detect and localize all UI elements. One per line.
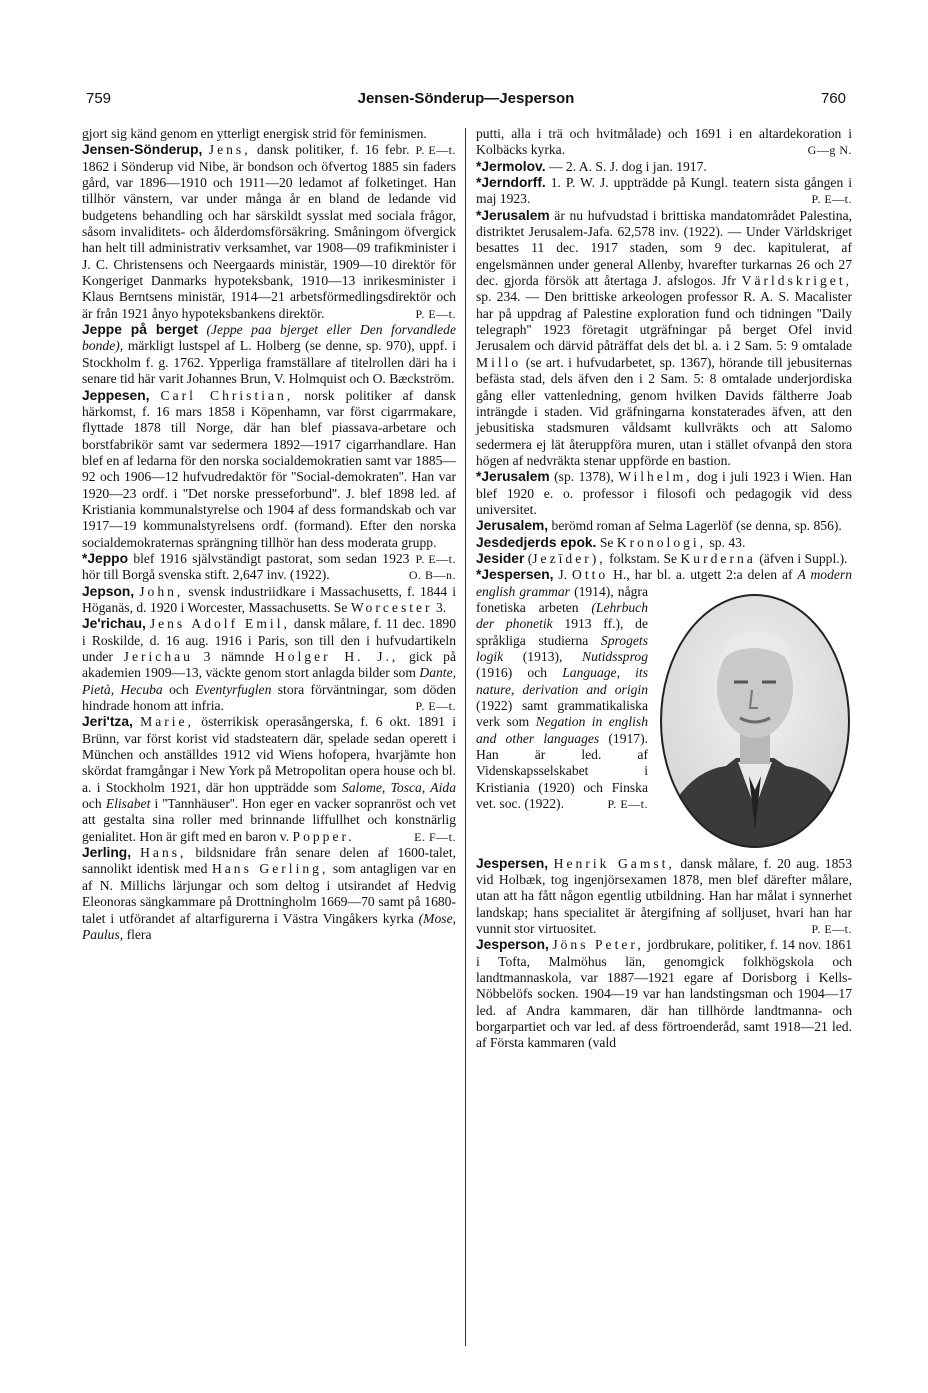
signature: P. E—t. xyxy=(415,306,456,321)
entry-jerusalem-wilhelm: *Jerusalem (sp. 1378), Wilhelm, dog i juli 1923 i Wien. Han blef 1920 e. o. professor i filosofi och pedagogik vid dess universitet. xyxy=(476,469,852,517)
entry-jensen-sonderup: Jensen-Sönderup, Jens, dansk politiker, f. 16 febr. 1862 i Sönderup vid Nibe, är bondson och öfvertog 1885 sin faders gård, var 1896—1910 och 1911—20 ledamot af folketinget. Han tillhör vänstern, var under många år en bland de ledande vid budgetens behandling och har särskildt sysslat med sociala frågor, såsom invaliditets- och ålderdomsförsäkring. Småningom öfvergick han helt till administrativ verksamhet, var 1908—09 trafikminister i J. C. Christensens och Neergaards ministär, 1909—10 direktör för Kongeriget Danmarks hypoteksbank, 1910—13 inrikesminister i Klaus Berntsens ministär, 1914—21 arbetsförmedlingsdirektör och är från 1921 ånyo hypoteksbankens direktör. P. E—t. xyxy=(82,142,456,321)
headword: Jerusalem, xyxy=(476,518,549,534)
cross-reference: Holger H. J., xyxy=(274,649,399,664)
cross-reference: Kurderna xyxy=(680,550,756,566)
portrait-photo xyxy=(656,590,854,852)
signature: P. E—t. xyxy=(415,143,456,158)
signature: P. E—t. xyxy=(811,922,852,936)
headword: Jesider xyxy=(476,550,525,566)
headword: *Jermolov. xyxy=(476,158,546,174)
entry-jerusalem-city: *Jerusalem är nu hufvudstad i brittiska mandatområdet Palestina, distriktet Jerusalem-Jafa. 62,578 inv. (1922). — Under Världskriget besattes 11 dec. 1917 staden, som 9 dec. kapitulerat, af engelsmännen under general Allenby, hvarefter turkarnas 26 och 27 dec. gjorda försök att återtaga J. afslogos. Jfr Världskriget, sp. 234. — Den brittiske arkeologen professor R. A. S. Macalister har på uppdrag af Palestine exploration fund och tidningen ''Daily telegraph'' 1923 företagit utgräfningar på berget Ofel invid Jerusalem och därvid påträffat dels det bl. a. i 2 Sam. 5: 9 omtalade Millo (se art. i hufvudarbetet, sp. 1367), hörande till jebusiternas befästa stad, dels äfven den i 2 Sam. 5: 8 omtalade underjordiska gång eller vattenledning, genom hvilken Davids fältherre Joab inträngde i staden. Vid gräfningarna konstaterades äfven, att den jebusitiska stadsmuren våldsamt kullvräkts och att Salomo sedermera ej lät återuppföra muren, utan i stället ofvanpå den stora högen af nedvräkta stenar uppförde en bastion. xyxy=(476,207,852,468)
headword: Jepson, xyxy=(82,583,135,599)
headword: Jesdedjerds epok. xyxy=(476,534,597,550)
headword: *Jerusalem xyxy=(476,207,550,223)
running-title: Jensen-Sönderup—Jesperson xyxy=(357,90,575,107)
entry-continuation: gjort sig känd genom en ytterligt energisk strid för feminismen. P. E—t. xyxy=(82,126,456,158)
headword: Jespersen, xyxy=(476,855,549,871)
portrait-photo-icon xyxy=(656,590,854,852)
right-column xyxy=(476,126,852,1052)
signature: P. E—t. xyxy=(415,551,456,566)
cross-reference: Världskriget, xyxy=(741,273,852,289)
headword: Jensen-Sönderup, xyxy=(82,142,203,158)
headword: *Jerndorff. xyxy=(476,175,546,191)
page-number-right: 760 xyxy=(820,90,846,107)
headword: Jeppesen, xyxy=(82,387,150,403)
page-number-left: 759 xyxy=(86,90,112,107)
signature: P. E—t. xyxy=(811,192,852,207)
page-header xyxy=(86,86,846,110)
headword: Je'richau, xyxy=(82,616,146,632)
entry-jermolov: *Jermolov. — 2. A. S. J. dog i jan. 1917. xyxy=(476,158,707,174)
headword: Jerling, xyxy=(82,845,132,861)
column-divider xyxy=(465,128,466,1346)
entry-jesdedjerds-epok: Jesdedjerds epok. Se Kronologi, sp. 43. xyxy=(476,534,746,550)
entry-jespersen-henrik: Jespersen, Henrik Gamst, dansk målare, f. 20 aug. 1853 vid Holbæk, tog ingenjörsexamen 1878, men blef därefter målare, utan att ha fått någon egentlig utbildning. Han har målat i synnerhet landskap; hans specialitet är återgifning af solljuset, hvari han har vunnit stor virtuositet. P. E—t. xyxy=(476,855,852,936)
entry-jeppesen: Jeppesen, Carl Christian, norsk politiker af dansk härkomst, f. 16 mars 1858 i Köpenhamn, var först cigarrmakare, flyttade 1878 till Norge, där han blef piassava-arbetare och borstfabrikör samt var sedermera 1892—1917 cigarrhandlare. Han blef en af ledarna för den norska socialdemokratien samt var 1885—92 och 1906—12 hufvudredaktör för ''Social-demokraten''. Han var 1920—23 ordf. i ''Det norske presseforbund''. J. blef 1898 led. af Kristiania kommunalstyrelse och 1904 af dess formandskab och var 1917—19 kommunalstyrelsens ordf. (formand). Efter den norska socialdemokraternas sprängning tillhör han dess moderata grupp. P. E—t. xyxy=(82,387,457,566)
headword: Jeppe på berget xyxy=(82,322,198,338)
headword: Jeri'tza, xyxy=(82,714,133,730)
cross-reference: Kronologi, xyxy=(616,534,707,550)
entry-continuation: putti, alla i trä och hvitmålade) och 1691 i en altardekoration i Kolbäcks kyrka. G—g N. xyxy=(476,126,852,158)
entry-jeritza: Jeri'tza, Marie, österrikisk operasångerska, f. 6 okt. 1891 i Brünn, var först korist vid stadsteatern där, spelade sedan operett i München och anställdes 1912 vid Wiens hofopera, hvarjämte hon skördat framgångar i New York på Metropolitan opera house och bl. a. i Stockholm 1921, där hon uppträdde som Salome, Tosca, Aida och Elisabet i ''Tannhäuser''. Hon eger en vacker sopranröst och vet att gestalta sina roller med brinnande liffullhet och konstnärlig genialitet. Hon är gift med en baron v. Popper. E. F—t. xyxy=(82,714,456,844)
entry-jesider: Jesider (Jezīder), folkstam. Se Kurderna (äfven i Suppl.). xyxy=(476,550,848,566)
entry-jerling: Jerling, Hans, bildsnidare från senare delen af 1600-talet, sannolikt identisk med Hans Gerling, som antagligen var en af N. Millichs lärjungar och som deltog i utsirandet af Hedvig Eleonoras sängkammare på Drottningholm 1669—70 samt på 1680-talet i utförandet af altarfigurerna i Västra Vingåkers kyrka (Mose, Paulus, flera xyxy=(82,845,456,942)
cross-reference: Jerichau xyxy=(123,649,193,664)
signature: G—g N. xyxy=(807,143,852,158)
left-column xyxy=(82,126,456,943)
headword: *Jerusalem xyxy=(476,469,550,485)
headword: Jesperson, xyxy=(476,937,549,953)
entry-jerichau: Je'richau, Jens Adolf Emil, dansk målare, f. 11 dec. 1890 i Roskilde, d. 16 aug. 1916 i Paris, son till den i hufvudartikeln under Jerichau 3 nämnde Holger H. J., gick på akademien 1909—13, väckte genom stort anlagda bilder som Dante, Pietà, Hecuba och Eventyrfuglen stora förväntningar, som döden hindrade honom att infria. P. E—t. xyxy=(82,616,456,714)
cross-reference: Millo xyxy=(476,354,522,370)
cross-reference: Hans Gerling, xyxy=(211,861,329,877)
entry-jespersen-otto: *Jespersen, J. Otto H., har bl. a. utgett 2:a delen af A modern english grammar (1914), några fonetiska arbeten (Lehrbuch der phonetik 1913 ff.), de språkliga studierna Sprogets logik (1913), Nutidssprog (1916) och Language, its nature, derivation and origin (1922) samt grammatikaliska verk som Negation in english and other languages (1917). Han är led. af Videnskapsselskabet i Kristiania (1920) och Finska vet. soc. (1922). P. E—t. xyxy=(476,567,852,812)
cross-reference: Worcester xyxy=(350,599,433,615)
headword: *Jespersen, xyxy=(476,567,554,583)
headword: *Jeppo xyxy=(82,550,128,566)
entry-jesperson: Jesperson, Jöns Peter, jordbrukare, politiker, f. 14 nov. 1861 i Tofta, Malmöhus län, genomgick folkhögskola och landtmannaskola, var 1887—1921 egare af Dorisborg i Kells-Nöbbelöfs socken. 1904—19 var han landstingsman och 1904—17 led. af Andra kammaren, där han tillhörde landtmanna- och borgarpartiet och var led. af dess förtroenderåd, samt 1918—21 led. af Första kammaren (vald xyxy=(476,937,852,1051)
cross-reference: Popper. xyxy=(292,828,355,844)
signature: P. E—t. xyxy=(415,699,456,714)
entry-jerusalem-novel: Jerusalem, berömd roman af Selma Lagerlöf (se denna, sp. 856). xyxy=(476,518,842,534)
entry-jeppe-pa-berget: Jeppe på berget (Jeppe paa bjerget eller Den forvandlede bonde), märkligt lustspel af L. Holberg (se denne, sp. 970), uppf. i Stockholm f. g. 1762. Ypperliga framställare af titelrollen däri ha i senare tid här varit Johannes Brun, V. Holmquist och O. Bæckström. xyxy=(82,322,456,387)
signature: E. F—t. xyxy=(414,829,456,844)
entry-jeppo: *Jeppo blef 1916 självständigt pastorat, som sedan 1923 hör till Borgå svenska stift. 2,647 inv. (1922). O. B—n. xyxy=(82,550,456,583)
signature: P. E—t. xyxy=(607,797,648,812)
entry-jerndorff: *Jerndorff. 1. P. W. J. uppträdde på Kungl. teatern sista gången i maj 1923. P. E—t. xyxy=(476,175,852,207)
signature: O. B—n. xyxy=(408,568,456,583)
entry-jepson: Jepson, John, svensk industriidkare i Massachusetts, f. 1844 i Höganäs, d. 1920 i Worcester, Massachusetts. Se Worcester 3. xyxy=(82,583,457,615)
